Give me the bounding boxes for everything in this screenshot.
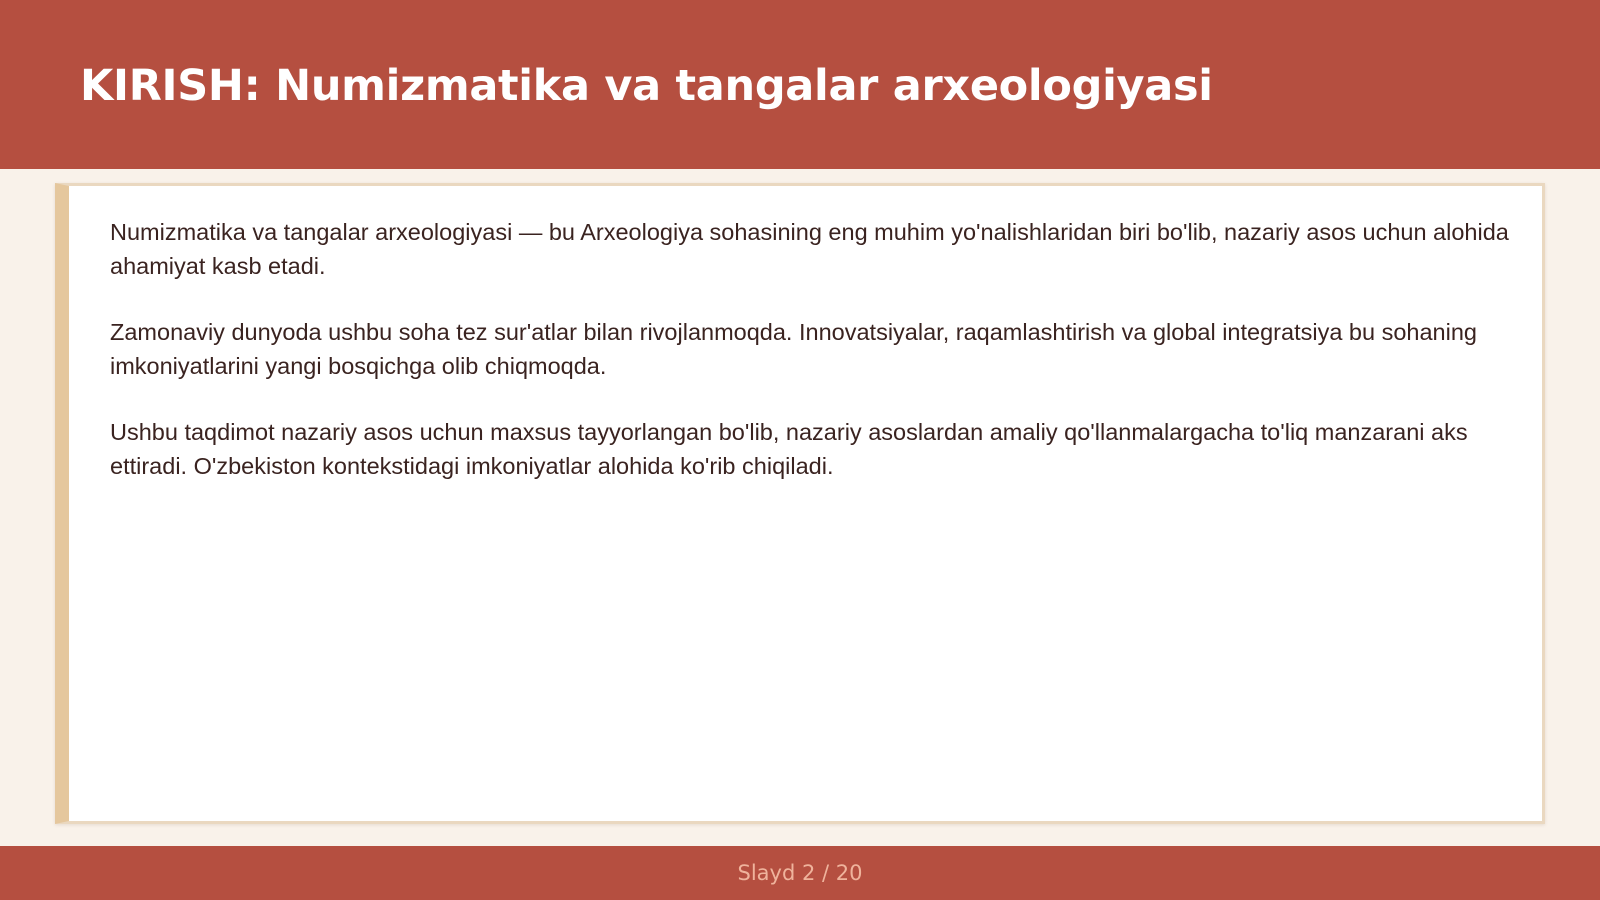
slide-header [0, 0, 1600, 169]
paragraph-intro: Numizmatika va tangalar arxeologiyasi — bu Arxeologiya sohasining eng muhim yo'nalishlaridan biri bo'lib, nazariy asos uchun alohida ahamiyat kasb etadi. [110, 219, 1509, 279]
slide-title: KIRISH: Numizmatika va tangalar arxeologiyasi [80, 61, 1213, 111]
content-card [55, 183, 1545, 824]
paragraph-modern-world: Zamonaviy dunyoda ushbu soha tez sur'atlar bilan rivojlanmoqda. Innovatsiyalar, raqamlashtirish va global integratsiya bu sohaning imkoniyatlarini yangi bosqichga olib chiqmoqda. [110, 319, 1477, 379]
content-body [110, 215, 1510, 515]
paragraph-presentation-scope: Ushbu taqdimot nazariy asos uchun maxsus tayyorlangan bo'lib, nazariy asoslardan amaliy qo'llanmalargacha to'liq manzarani aks ettiradi. O'zbekiston kontekstidagi imkoniyatlar alohida ko'rib chiqiladi. [110, 419, 1468, 479]
slide-counter: Slayd 2 / 20 [737, 861, 863, 885]
slide-footer [0, 846, 1600, 900]
